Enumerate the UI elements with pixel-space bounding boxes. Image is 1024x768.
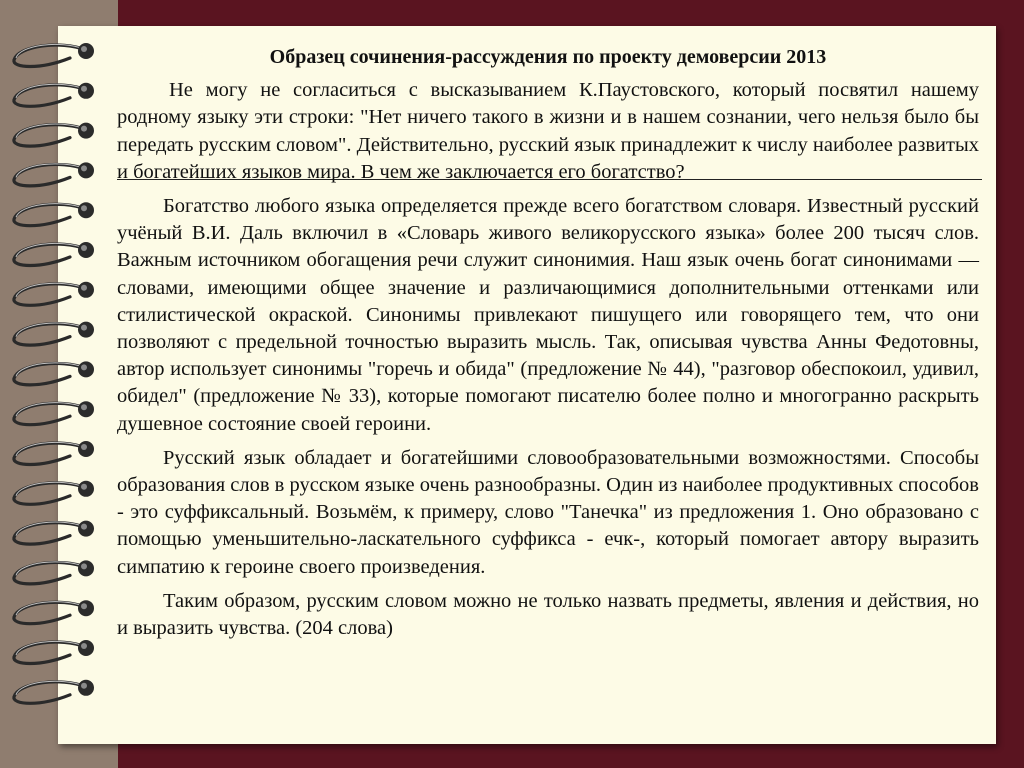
- essay-title: Образец сочинения-рассуждения по проекту демоверсии 2013: [269, 46, 827, 68]
- spiral-coil-icon: [14, 282, 94, 306]
- spiral-coil-icon: [14, 322, 94, 346]
- essay-paragraph-3: Русский язык обладает и богатейшими словообразовательными возможностями. Способы образования слов в русском языке очень разнообразны. Один из наиболее продуктивных способов - это суффиксальный. Возьмём, к примеру, слово "Танечка" из предложения 1. Оно образовано с помощью уменьшительно-ласкательного суффикса - ечк-, который помогает автору выразить симпатию к героине своего произведения.: [117, 446, 979, 578]
- spiral-coil-icon: [14, 640, 94, 664]
- spiral-coil-icon: [14, 600, 94, 624]
- spiral-coil-icon: [14, 401, 94, 425]
- spiral-coil-icon: [14, 481, 94, 505]
- spiral-coil-icon: [14, 43, 94, 67]
- spiral-coil-icon: [14, 123, 94, 147]
- essay-paragraph-1: Не могу не согласиться с высказыванием К.Паустовского, который посвятил нашему родному языку эти строки: "Нет ничего такого в жизни и в нашем сознании, чего нельзя было бы передать русским словом". Действительно, русский язык принадлежит к числу наиболее развитых и богатейших языков мира. В чем же заключается его богатство?: [117, 79, 979, 183]
- spiral-coil-icon: [14, 560, 94, 584]
- spiral-coil-icon: [14, 441, 94, 465]
- spiral-coil-icon: [14, 83, 94, 107]
- spiral-coil-icon: [14, 162, 94, 186]
- spiral-coil-icon: [14, 202, 94, 226]
- spiral-coil-icon: [14, 242, 94, 266]
- spiral-coil-icon: [14, 680, 94, 704]
- spiral-binding: [0, 0, 110, 768]
- spiral-coil-icon: [14, 521, 94, 545]
- essay-paragraph-2: Богатство любого языка определяется прежде всего богатством словаря. Известный русский учёный В.И. Даль включил в «Словарь живого великорусского языка» более 200 тысяч слов. Важным источником обогащения речи служит синонимия. Наш язык очень богат синонимами — словами, имеющими общее значение и различающимися дополнительными оттенками или стилистической окраской. Синонимы привлекают пишущего или говорящего тем, что они позволяют с предельной точностью выразить мысль. Так, описывая чувства Анны Федотовны, автор использует синонимы "горечь и обида" (предложение № 44), "разговор обеспокоил, удивил, обидел" (предложение № 33), которые помогают писателю более полно и многогранно раскрыть душевное состояние своей героини.: [117, 195, 979, 435]
- spiral-coil-icon: [14, 361, 94, 385]
- essay-content: [117, 44, 979, 649]
- essay-paragraph-4: Таким образом, русским словом можно не только назвать предметы, явления и действия, но и выразить чувства. (204 слова): [117, 589, 979, 640]
